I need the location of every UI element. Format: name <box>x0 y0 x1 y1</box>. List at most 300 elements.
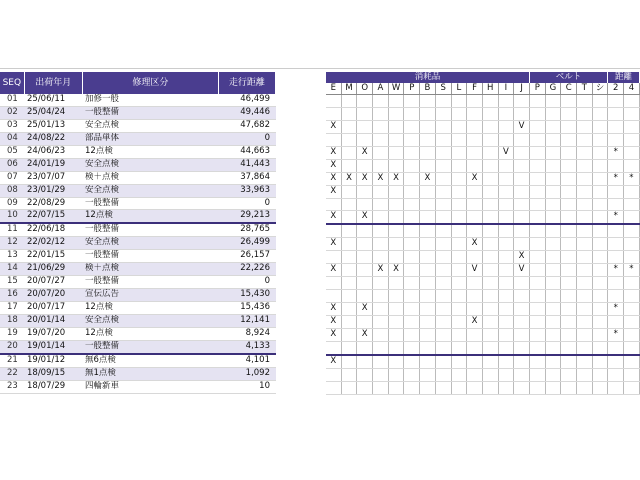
grid-cell[interactable] <box>452 160 468 172</box>
grid-cell[interactable] <box>546 225 562 237</box>
grid-cell[interactable] <box>357 225 373 237</box>
table-row[interactable] <box>0 368 276 381</box>
grid-cell[interactable] <box>608 134 624 146</box>
header-seq[interactable]: SEQ <box>0 72 25 94</box>
grid-cell[interactable]: X <box>467 316 483 328</box>
grid-cell[interactable] <box>530 147 546 159</box>
grid-cell[interactable] <box>514 160 530 172</box>
grid-cell[interactable] <box>608 369 624 381</box>
grid-cell[interactable] <box>624 369 640 381</box>
grid-cell[interactable] <box>389 316 405 328</box>
grid-cell[interactable] <box>624 303 640 315</box>
grid-cell[interactable] <box>561 238 577 250</box>
grid-cell[interactable] <box>357 277 373 289</box>
grid-cell[interactable] <box>342 147 358 159</box>
grid-cell[interactable]: X <box>373 173 389 185</box>
grid-cell[interactable] <box>467 211 483 223</box>
grid-cell[interactable] <box>546 108 562 120</box>
grid-cell[interactable] <box>499 95 515 107</box>
grid-cell[interactable] <box>436 382 452 394</box>
grid-cell[interactable] <box>357 264 373 276</box>
grid-cell[interactable] <box>499 225 515 237</box>
grid-cell[interactable] <box>342 211 358 223</box>
grid-cell[interactable] <box>530 199 546 211</box>
grid-cell[interactable] <box>561 369 577 381</box>
grid-cell[interactable] <box>342 342 358 354</box>
grid-cell[interactable] <box>514 134 530 146</box>
grid-cell[interactable]: * <box>608 264 624 276</box>
grid-cell[interactable]: X <box>326 356 342 368</box>
grid-cell[interactable] <box>373 251 389 263</box>
grid-cell[interactable] <box>499 238 515 250</box>
grid-cell[interactable] <box>608 160 624 172</box>
grid-cell[interactable] <box>420 121 436 133</box>
grid-cell[interactable] <box>342 199 358 211</box>
grid-cell[interactable] <box>420 303 436 315</box>
grid-cell[interactable] <box>357 316 373 328</box>
grid-cell[interactable] <box>326 342 342 354</box>
header-mileage[interactable]: 走行距離 <box>219 72 276 94</box>
grid-cell[interactable] <box>577 329 593 341</box>
grid-cell[interactable] <box>436 121 452 133</box>
grid-cell[interactable] <box>452 316 468 328</box>
table-row[interactable] <box>0 146 276 159</box>
grid-cell[interactable]: * <box>608 329 624 341</box>
grid-cell[interactable]: X <box>514 251 530 263</box>
grid-cell[interactable] <box>593 95 609 107</box>
grid-cell[interactable] <box>546 186 562 198</box>
grid-cell[interactable] <box>577 356 593 368</box>
grid-cell[interactable] <box>608 121 624 133</box>
grid-cell[interactable] <box>593 251 609 263</box>
grid-cell[interactable] <box>624 186 640 198</box>
grid-cell[interactable] <box>452 264 468 276</box>
grid-cell[interactable] <box>373 238 389 250</box>
grid-cell[interactable] <box>373 303 389 315</box>
grid-cell[interactable] <box>483 290 499 302</box>
grid-cell[interactable] <box>546 251 562 263</box>
grid-cell[interactable] <box>577 225 593 237</box>
grid-cell[interactable]: V <box>514 121 530 133</box>
grid-cell[interactable] <box>514 316 530 328</box>
grid-cell[interactable] <box>561 160 577 172</box>
grid-cell[interactable] <box>404 264 420 276</box>
grid-cell[interactable] <box>436 356 452 368</box>
grid-cell[interactable] <box>436 199 452 211</box>
grid-cell[interactable] <box>467 303 483 315</box>
grid-cell[interactable]: X <box>357 211 373 223</box>
grid-cell[interactable] <box>389 277 405 289</box>
grid-cell[interactable] <box>452 108 468 120</box>
grid-cell[interactable] <box>514 95 530 107</box>
grid-cell[interactable] <box>546 369 562 381</box>
grid-cell[interactable] <box>404 251 420 263</box>
grid-cell[interactable] <box>420 316 436 328</box>
grid-cell[interactable] <box>342 369 358 381</box>
grid-cell[interactable] <box>624 225 640 237</box>
table-row[interactable] <box>0 341 276 355</box>
grid-cell[interactable] <box>436 211 452 223</box>
grid-cell[interactable] <box>546 95 562 107</box>
grid-cell[interactable] <box>483 95 499 107</box>
grid-cell[interactable] <box>467 251 483 263</box>
table-row[interactable] <box>0 94 276 107</box>
grid-cell[interactable] <box>624 290 640 302</box>
grid-cell[interactable] <box>546 329 562 341</box>
grid-cell[interactable] <box>342 238 358 250</box>
grid-cell[interactable] <box>467 108 483 120</box>
grid-cell[interactable] <box>530 225 546 237</box>
grid-cell[interactable] <box>561 316 577 328</box>
grid-cell[interactable] <box>326 199 342 211</box>
grid-cell[interactable] <box>389 121 405 133</box>
grid-cell[interactable] <box>624 108 640 120</box>
grid-cell[interactable] <box>436 251 452 263</box>
grid-cell[interactable] <box>499 290 515 302</box>
grid-cell[interactable] <box>436 173 452 185</box>
grid-cell[interactable] <box>483 238 499 250</box>
grid-cell[interactable] <box>452 251 468 263</box>
grid-cell[interactable] <box>608 316 624 328</box>
grid-cell[interactable] <box>624 134 640 146</box>
grid-cell[interactable] <box>452 95 468 107</box>
grid-cell[interactable] <box>577 173 593 185</box>
grid-cell[interactable] <box>389 303 405 315</box>
grid-cell[interactable] <box>546 382 562 394</box>
grid-cell[interactable] <box>593 356 609 368</box>
grid-cell[interactable] <box>577 95 593 107</box>
grid-cell[interactable] <box>357 356 373 368</box>
grid-cell[interactable] <box>593 121 609 133</box>
grid-cell[interactable] <box>357 186 373 198</box>
grid-cell[interactable] <box>404 369 420 381</box>
grid-cell[interactable] <box>420 134 436 146</box>
grid-cell[interactable] <box>577 108 593 120</box>
table-row[interactable] <box>0 210 276 224</box>
grid-cell[interactable] <box>404 134 420 146</box>
grid-cell[interactable] <box>561 356 577 368</box>
grid-cell[interactable] <box>577 251 593 263</box>
grid-cell[interactable] <box>499 382 515 394</box>
grid-cell[interactable] <box>546 147 562 159</box>
grid-cell[interactable] <box>624 199 640 211</box>
grid-cell[interactable] <box>624 382 640 394</box>
grid-cell[interactable] <box>530 303 546 315</box>
grid-cell[interactable] <box>546 316 562 328</box>
grid-cell[interactable] <box>357 369 373 381</box>
grid-cell[interactable]: X <box>326 147 342 159</box>
grid-cell[interactable] <box>404 329 420 341</box>
grid-cell[interactable] <box>499 251 515 263</box>
table-row[interactable] <box>0 355 276 368</box>
grid-cell[interactable] <box>546 199 562 211</box>
grid-cell[interactable] <box>483 121 499 133</box>
grid-cell[interactable] <box>514 329 530 341</box>
grid-cell[interactable] <box>436 342 452 354</box>
grid-cell[interactable] <box>373 147 389 159</box>
grid-cell[interactable] <box>342 264 358 276</box>
grid-cell[interactable] <box>561 108 577 120</box>
grid-cell[interactable] <box>467 199 483 211</box>
grid-cell[interactable] <box>608 199 624 211</box>
grid-cell[interactable] <box>624 356 640 368</box>
grid-cell[interactable] <box>373 316 389 328</box>
grid-cell[interactable] <box>514 382 530 394</box>
grid-cell[interactable] <box>420 160 436 172</box>
grid-cell[interactable] <box>357 199 373 211</box>
table-row[interactable] <box>0 107 276 120</box>
grid-cell[interactable] <box>420 290 436 302</box>
grid-cell[interactable] <box>326 225 342 237</box>
grid-cell[interactable] <box>389 147 405 159</box>
grid-cell[interactable] <box>561 225 577 237</box>
table-row[interactable] <box>0 185 276 198</box>
grid-cell[interactable] <box>452 173 468 185</box>
grid-cell[interactable] <box>404 186 420 198</box>
grid-cell[interactable] <box>530 356 546 368</box>
grid-cell[interactable] <box>530 134 546 146</box>
grid-cell[interactable] <box>373 225 389 237</box>
grid-cell[interactable] <box>608 95 624 107</box>
grid-cell[interactable] <box>373 290 389 302</box>
grid-cell[interactable] <box>342 160 358 172</box>
grid-cell[interactable] <box>452 186 468 198</box>
table-row[interactable] <box>0 224 276 237</box>
grid-cell[interactable] <box>483 147 499 159</box>
table-row[interactable] <box>0 289 276 302</box>
grid-cell[interactable] <box>499 277 515 289</box>
grid-cell[interactable] <box>467 329 483 341</box>
grid-cell[interactable] <box>593 134 609 146</box>
grid-cell[interactable] <box>624 211 640 223</box>
grid-cell[interactable] <box>483 199 499 211</box>
grid-cell[interactable] <box>436 303 452 315</box>
table-row[interactable] <box>0 133 276 146</box>
grid-cell[interactable] <box>342 121 358 133</box>
grid-cell[interactable] <box>404 342 420 354</box>
grid-cell[interactable] <box>499 211 515 223</box>
grid-cell[interactable] <box>420 95 436 107</box>
grid-cell[interactable] <box>420 356 436 368</box>
grid-cell[interactable] <box>593 225 609 237</box>
grid-cell[interactable] <box>561 342 577 354</box>
grid-cell[interactable] <box>593 238 609 250</box>
grid-cell[interactable] <box>561 186 577 198</box>
grid-cell[interactable] <box>593 369 609 381</box>
grid-cell[interactable] <box>483 356 499 368</box>
table-row[interactable] <box>0 381 276 394</box>
grid-cell[interactable] <box>404 211 420 223</box>
grid-cell[interactable] <box>436 225 452 237</box>
grid-cell[interactable]: X <box>326 121 342 133</box>
grid-cell[interactable] <box>467 186 483 198</box>
grid-cell[interactable] <box>436 238 452 250</box>
grid-cell[interactable] <box>389 382 405 394</box>
grid-cell[interactable] <box>608 238 624 250</box>
grid-cell[interactable] <box>373 134 389 146</box>
grid-cell[interactable] <box>373 356 389 368</box>
grid-cell[interactable] <box>436 147 452 159</box>
grid-cell[interactable] <box>530 121 546 133</box>
grid-cell[interactable] <box>514 108 530 120</box>
grid-cell[interactable] <box>452 277 468 289</box>
grid-cell[interactable] <box>373 121 389 133</box>
grid-cell[interactable]: X <box>467 238 483 250</box>
grid-cell[interactable] <box>530 277 546 289</box>
grid-cell[interactable] <box>561 303 577 315</box>
grid-cell[interactable] <box>483 277 499 289</box>
grid-cell[interactable] <box>514 225 530 237</box>
grid-cell[interactable] <box>436 160 452 172</box>
grid-cell[interactable] <box>420 199 436 211</box>
grid-cell[interactable] <box>373 186 389 198</box>
grid-cell[interactable] <box>546 134 562 146</box>
grid-cell[interactable] <box>530 173 546 185</box>
grid-cell[interactable] <box>467 134 483 146</box>
grid-cell[interactable] <box>467 290 483 302</box>
grid-cell[interactable] <box>420 147 436 159</box>
grid-cell[interactable]: X <box>342 173 358 185</box>
grid-cell[interactable] <box>467 382 483 394</box>
grid-cell[interactable] <box>342 108 358 120</box>
grid-cell[interactable]: X <box>467 173 483 185</box>
grid-cell[interactable] <box>483 160 499 172</box>
grid-cell[interactable] <box>499 316 515 328</box>
grid-cell[interactable] <box>608 186 624 198</box>
grid-cell[interactable] <box>404 108 420 120</box>
grid-cell[interactable] <box>357 382 373 394</box>
grid-cell[interactable] <box>452 369 468 381</box>
grid-cell[interactable] <box>342 277 358 289</box>
table-row[interactable] <box>0 120 276 133</box>
grid-cell[interactable] <box>546 264 562 276</box>
grid-cell[interactable] <box>483 342 499 354</box>
grid-cell[interactable] <box>420 186 436 198</box>
grid-cell[interactable] <box>389 199 405 211</box>
grid-cell[interactable] <box>357 108 373 120</box>
grid-cell[interactable] <box>467 369 483 381</box>
grid-cell[interactable] <box>326 108 342 120</box>
grid-cell[interactable] <box>389 186 405 198</box>
grid-cell[interactable] <box>577 186 593 198</box>
grid-cell[interactable] <box>483 329 499 341</box>
grid-cell[interactable] <box>499 108 515 120</box>
grid-cell[interactable] <box>593 303 609 315</box>
grid-cell[interactable] <box>436 316 452 328</box>
grid-cell[interactable] <box>608 225 624 237</box>
grid-cell[interactable] <box>404 121 420 133</box>
grid-cell[interactable] <box>467 342 483 354</box>
grid-cell[interactable]: V <box>514 264 530 276</box>
grid-cell[interactable] <box>624 342 640 354</box>
grid-cell[interactable] <box>624 95 640 107</box>
table-row[interactable] <box>0 237 276 250</box>
grid-cell[interactable] <box>514 356 530 368</box>
grid-cell[interactable]: X <box>326 173 342 185</box>
grid-cell[interactable] <box>452 342 468 354</box>
grid-cell[interactable] <box>499 264 515 276</box>
grid-cell[interactable] <box>577 211 593 223</box>
grid-cell[interactable] <box>561 134 577 146</box>
grid-cell[interactable] <box>499 356 515 368</box>
grid-cell[interactable] <box>577 369 593 381</box>
grid-cell[interactable] <box>357 342 373 354</box>
grid-cell[interactable] <box>577 238 593 250</box>
grid-cell[interactable] <box>342 95 358 107</box>
grid-cell[interactable] <box>530 316 546 328</box>
grid-cell[interactable] <box>561 264 577 276</box>
grid-cell[interactable] <box>514 238 530 250</box>
grid-cell[interactable] <box>342 356 358 368</box>
grid-cell[interactable] <box>404 277 420 289</box>
grid-cell[interactable]: V <box>499 147 515 159</box>
grid-cell[interactable] <box>499 121 515 133</box>
grid-cell[interactable] <box>436 95 452 107</box>
grid-cell[interactable] <box>420 369 436 381</box>
grid-cell[interactable] <box>483 211 499 223</box>
grid-cell[interactable] <box>373 382 389 394</box>
grid-cell[interactable] <box>452 356 468 368</box>
grid-cell[interactable]: * <box>624 173 640 185</box>
grid-cell[interactable] <box>452 121 468 133</box>
grid-cell[interactable] <box>342 316 358 328</box>
grid-cell[interactable] <box>530 290 546 302</box>
grid-cell[interactable] <box>530 251 546 263</box>
grid-cell[interactable] <box>404 290 420 302</box>
grid-cell[interactable] <box>436 186 452 198</box>
grid-cell[interactable] <box>420 225 436 237</box>
grid-cell[interactable] <box>593 382 609 394</box>
grid-cell[interactable] <box>404 356 420 368</box>
grid-cell[interactable] <box>561 277 577 289</box>
grid-cell[interactable] <box>561 95 577 107</box>
grid-cell[interactable] <box>546 173 562 185</box>
grid-cell[interactable]: * <box>608 173 624 185</box>
grid-cell[interactable]: X <box>389 173 405 185</box>
grid-cell[interactable]: X <box>373 264 389 276</box>
grid-cell[interactable] <box>514 290 530 302</box>
grid-cell[interactable] <box>624 251 640 263</box>
grid-cell[interactable] <box>530 369 546 381</box>
grid-cell[interactable] <box>561 251 577 263</box>
grid-cell[interactable] <box>389 342 405 354</box>
grid-cell[interactable] <box>404 173 420 185</box>
grid-cell[interactable] <box>608 356 624 368</box>
grid-cell[interactable] <box>577 316 593 328</box>
grid-cell[interactable] <box>530 329 546 341</box>
grid-cell[interactable] <box>577 290 593 302</box>
grid-cell[interactable] <box>420 382 436 394</box>
grid-cell[interactable] <box>452 290 468 302</box>
grid-cell[interactable] <box>326 251 342 263</box>
grid-cell[interactable] <box>420 277 436 289</box>
grid-cell[interactable]: V <box>467 264 483 276</box>
grid-cell[interactable] <box>593 264 609 276</box>
grid-cell[interactable] <box>452 134 468 146</box>
grid-cell[interactable] <box>624 147 640 159</box>
grid-cell[interactable] <box>608 108 624 120</box>
grid-cell[interactable] <box>499 160 515 172</box>
grid-cell[interactable] <box>389 134 405 146</box>
grid-cell[interactable] <box>530 342 546 354</box>
grid-cell[interactable] <box>342 134 358 146</box>
grid-cell[interactable] <box>389 225 405 237</box>
grid-cell[interactable] <box>404 160 420 172</box>
grid-cell[interactable]: X <box>326 238 342 250</box>
grid-cell[interactable] <box>373 369 389 381</box>
grid-cell[interactable] <box>389 369 405 381</box>
grid-cell[interactable] <box>483 186 499 198</box>
